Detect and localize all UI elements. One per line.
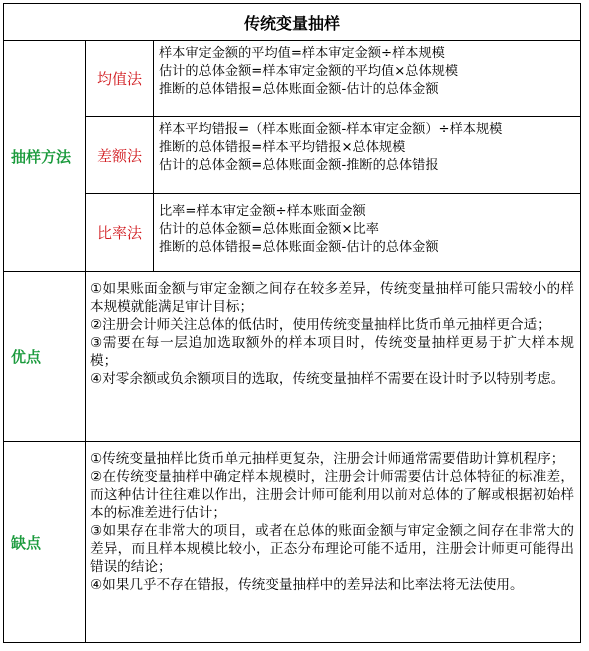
formula-line: 比率=样本审定金额÷样本账面金额	[159, 204, 366, 219]
disadvantages-content	[86, 442, 580, 642]
disadvantage-item: ④如果几乎不存在错报，传统变量抽样中的差异法和比率法将无法使用。	[90, 577, 524, 593]
advantage-item: ②注册会计师关注总体的低估时，使用传统变量抽样比货币单元抽样更合适；	[90, 317, 551, 333]
method-name-ratio-label: 比率法	[96, 224, 142, 242]
advantage-item: ③需要在每一层追加选取额外的样本项目时，传统变量抽样更易于扩大样本规模；	[90, 335, 574, 369]
formula-line: 推断的总体错报=总体账面金额-估计的总体金额	[159, 82, 439, 97]
method-name-ratio	[86, 194, 154, 272]
formula-line: 推断的总体错报=样本平均错报×总体规模	[159, 140, 406, 155]
method-formulas-ratio	[154, 194, 580, 272]
method-formulas-mean	[154, 41, 580, 117]
formula-line: 估计的总体金额=总体账面金额-推断的总体错报	[159, 158, 439, 173]
formula-line: 推断的总体错报=总体账面金额-估计的总体金额	[159, 240, 439, 255]
table-title: 传统变量抽样	[4, 4, 580, 41]
row-heading-disadvantages	[4, 442, 86, 642]
row-heading-sampling-methods-label: 抽样方法	[11, 147, 72, 166]
disadvantage-item: ②在传统变量抽样中确定样本规模时，注册会计师需要估计总体特征的标准差，而这种估计往往难以作出，注册会计师可能利用以前对总体的了解或根据初始样本的标准差进行估计；	[90, 469, 574, 521]
method-name-mean-label: 均值法	[96, 70, 142, 88]
disadvantage-item: ③如果存在非常大的项目，或者在总体的账面金额与审定金额之间存在非常大的差异，而且样本规模比较小，正态分布理论可能不适用，注册会计师更可能得出错误的结论；	[90, 523, 574, 575]
formula-line: 样本审定金额的平均值=样本审定金额÷样本规模	[159, 46, 445, 61]
sampling-table	[3, 3, 581, 643]
formula-line: 估计的总体金额=总体账面金额×比率	[159, 222, 379, 237]
method-name-mean	[86, 41, 154, 117]
disadvantage-item: ①传统变量抽样比货币单元抽样更复杂，注册会计师通常需要借助计算机程序；	[90, 451, 565, 467]
row-heading-advantages	[4, 272, 86, 442]
advantage-item: ④对零余额或负余额项目的选取，传统变量抽样不需要在设计时予以特别考虑。	[90, 371, 565, 387]
method-name-difference-label: 差额法	[96, 146, 142, 165]
row-heading-disadvantages-label: 缺点	[11, 533, 42, 552]
method-formulas-difference	[154, 117, 580, 194]
row-heading-advantages-label: 优点	[11, 348, 42, 366]
formula-line: 样本平均错报=（样本账面金额-样本审定金额）÷样本规模	[159, 122, 503, 137]
formula-line: 估计的总体金额=样本审定金额的平均值×总体规模	[159, 64, 459, 79]
row-heading-sampling-methods	[4, 41, 86, 272]
advantage-item: ①如果账面金额与审定金额之间存在较多差异，传统变量抽样可能只需较小的样本规模就能满足审计目标；	[90, 281, 574, 315]
advantages-content	[86, 272, 580, 442]
method-name-difference	[86, 117, 154, 194]
